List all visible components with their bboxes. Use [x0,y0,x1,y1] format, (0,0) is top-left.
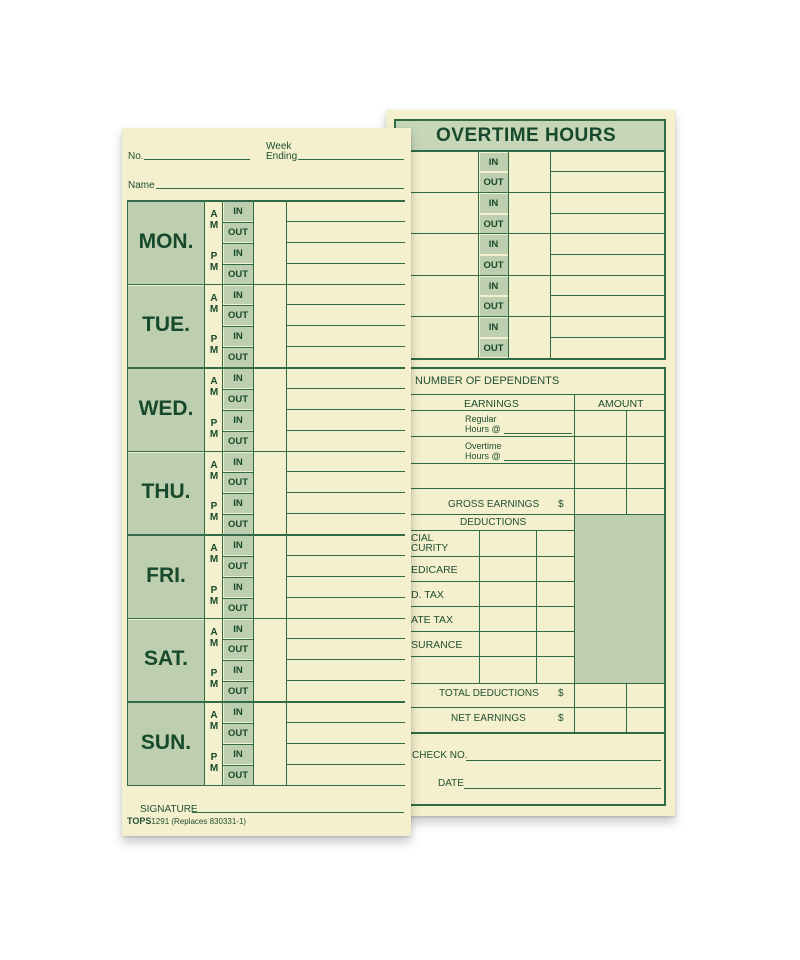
ot-in-label: IN [488,156,499,168]
slot-line [222,264,253,265]
divider [204,619,205,703]
am-label [206,460,222,482]
day-label: TUE. [142,313,190,337]
entry-line [287,304,405,305]
divider [286,285,287,369]
ampm-letter: M [209,303,219,315]
pm-label [206,668,222,690]
pm-label [206,418,222,440]
divider [253,619,254,703]
divider [204,535,205,619]
ampm-letter: M [209,220,219,231]
ampm-letter: M [209,470,219,482]
deduction-row-line [386,581,575,582]
am-label [206,376,222,398]
ampm-letter: P [210,334,218,346]
day-label: SAT. [144,647,188,671]
entry-line [287,430,405,431]
check-no-label: CHECK NO. [412,750,468,761]
ot-entry-line [551,171,665,172]
ampm-letter: M [209,345,219,357]
slot-line [222,243,253,244]
ampm-letter: A [210,626,218,638]
entry-line [287,680,405,681]
entry-line [287,263,405,264]
divider [253,285,254,369]
ampm-letter: M [209,428,219,440]
in-label: IN [233,373,243,384]
ampm-letter: A [210,459,218,471]
day-label: WED. [138,396,194,420]
entry-line [287,388,405,389]
divider [204,702,205,786]
ampm-letter: A [210,209,218,220]
ampm-letter: A [210,292,218,304]
out-label: OUT [227,352,249,364]
ampm-letter: M [209,595,219,607]
ampm-letter: P [210,584,218,596]
in-label: IN [233,498,243,510]
out-label: OUT [227,435,249,447]
ot-in-label: IN [488,322,499,334]
slot-line [222,744,253,745]
ot-out-label: OUT [483,218,504,230]
slot-line [222,556,253,557]
slot-line [222,493,253,494]
deductions-header: DEDUCTIONS [460,517,527,528]
ampm-letter: P [210,751,218,763]
week-label: Week [266,141,292,152]
insurance-label: SURANCE [411,639,463,651]
form-number: 1291 (Replaces 830331-1) [151,817,247,826]
in-label: IN [233,247,243,259]
ot-row-line [386,275,666,276]
ampm-letter: M [209,637,219,649]
divider [204,368,205,452]
divider [286,201,287,285]
pm-label [206,752,222,774]
in-label: IN [233,748,243,760]
divider [253,452,254,536]
out-label: OUT [227,602,249,614]
deductions-shaded-box [575,515,664,683]
tops-logo: TOPS [127,816,152,826]
gross-earnings-label: GROSS EARNINGS [448,499,540,510]
time-card [122,128,411,836]
entry-line [287,722,405,723]
ot-in-label: IN [488,239,499,251]
slot-line [222,410,253,411]
ot-row-line [386,358,666,359]
entry-line [287,597,405,598]
out-label: OUT [227,727,249,739]
ot-row-line [386,192,666,193]
day-label: FRI. [146,563,186,587]
entry-line [287,513,405,514]
in-label: IN [233,331,243,343]
ampm-letter: A [210,543,218,554]
divider [286,702,287,786]
net-earnings-dollar: $ [558,713,564,724]
am-label [206,710,222,732]
ot-entry-line [551,295,665,296]
entry-line [287,242,405,243]
earnings-header: EARNINGS [464,398,519,410]
slot-line [222,472,253,473]
brand-mark [127,816,246,826]
in-label: IN [233,456,243,468]
out-label: OUT [227,268,249,280]
entry-line [287,346,405,347]
ampm-letter: P [210,250,218,262]
divider [253,201,254,285]
ampm-letter: M [209,721,219,732]
ot-out-label: OUT [483,177,504,189]
in-label: IN [233,540,243,551]
slot-line [222,598,253,599]
ot-row-line [386,316,666,317]
ot-entry-line [551,337,665,338]
deduction-row-line [386,656,575,657]
divider [204,285,205,369]
entry-line [287,221,405,222]
in-label: IN [233,289,243,301]
entry-line [287,638,405,639]
divider [204,452,205,536]
entry-line [287,576,405,577]
slot-line [222,431,253,432]
state-tax-label: ATE TAX [411,614,454,626]
entry-line [287,743,405,744]
slot-line [222,514,253,515]
date-label: DATE [438,778,464,789]
amount-header: AMOUNT [598,398,644,410]
ot-in-label: IN [488,197,499,209]
out-label: OUT [227,477,249,489]
ot-entry-line [551,213,665,214]
entry-line [287,409,405,410]
ot-entry-line [551,254,665,255]
signature-label: SIGNATURE [140,804,198,815]
net-earnings-label: NET EARNINGS [451,713,526,724]
ampm-letter: M [209,512,219,524]
slot-line [222,577,253,578]
pm-label [206,251,222,273]
in-label: IN [233,414,243,426]
slot-line [222,347,253,348]
am-label [206,627,222,649]
ampm-letter: P [210,668,218,680]
divider [253,702,254,786]
in-label: IN [233,623,243,635]
ot-in-label: IN [488,280,499,292]
deduction-row-line [386,606,575,607]
social-security-label-2: CURITY [411,543,449,554]
am-label [206,293,222,315]
ot-divider [508,151,509,358]
am-label [206,209,222,231]
ampm-letter: M [209,554,219,565]
entry-line [287,325,405,326]
grid-left-line [127,200,128,786]
out-label: OUT [227,519,249,531]
entry-line [287,471,405,472]
out-label: OUT [227,393,249,405]
divider [204,201,205,285]
divider [286,368,287,452]
ot-out-label: OUT [483,260,504,271]
ot-row-line [386,233,666,234]
regular-hours-label: Hours @ [465,424,501,434]
pm-label [206,585,222,607]
ending-label: Ending [266,151,298,162]
pm-label [206,334,222,356]
out-label: OUT [227,560,249,572]
in-label: IN [233,581,243,593]
dependents-label: NUMBER OF DEPENDENTS [415,375,560,387]
out-label: OUT [227,226,249,238]
day-label: SUN. [140,730,192,754]
ampm-letter: M [209,679,219,691]
overtime-hours-label: Hours @ [465,451,501,461]
slot-line [222,723,253,724]
slot-line [222,326,253,327]
overtime-card [386,110,675,816]
ot-out-label: OUT [483,301,504,313]
medicare-label: EDICARE [411,564,458,576]
divider [286,619,287,703]
ampm-letter: P [210,501,218,513]
slot-line [222,222,253,223]
out-label: OUT [227,644,249,656]
in-label: IN [233,206,243,217]
slot-line [222,681,253,682]
name-label: Name [128,180,155,191]
divider [286,452,287,536]
slot-line [222,389,253,390]
divider [253,368,254,452]
entry-line [287,659,405,660]
divider [286,535,287,619]
entry-line [287,764,405,765]
ampm-letter: A [210,710,218,721]
total-deductions-dollar: $ [558,688,564,699]
out-label: OUT [227,686,249,698]
entry-line [287,555,405,556]
ampm-letter: M [209,261,219,273]
divider [253,535,254,619]
slot-line [222,660,253,661]
pm-label [206,501,222,523]
ampm-letter: A [210,376,218,387]
day-label: MON. [138,229,194,253]
regular-label: Regular [465,414,497,424]
deduction-row-line [386,556,575,557]
ot-out-label: OUT [483,342,504,354]
social-security-label-1: CIAL [411,533,434,544]
gross-dollar: $ [558,499,564,510]
day-label: THU. [141,480,191,504]
entry-line [287,492,405,493]
ampm-letter: M [209,762,219,774]
overtime-rate-label: Overtime [465,441,502,451]
in-label: IN [233,707,243,718]
out-label: OUT [227,769,249,781]
out-label: OUT [227,310,249,322]
fed-tax-label: D. TAX [411,589,444,601]
am-label [206,543,222,565]
day-bottom-line [127,785,405,787]
slot-line [222,305,253,306]
overtime-title: OVERTIME HOURS [436,125,617,146]
in-label: IN [233,665,243,677]
total-deductions-label: TOTAL DEDUCTIONS [439,688,539,699]
deduction-row-line [386,631,575,632]
slot-line [222,639,253,640]
slot-line [222,765,253,766]
ampm-letter: M [209,387,219,398]
ampm-letter: P [210,417,218,429]
no-label: No. [128,151,144,162]
